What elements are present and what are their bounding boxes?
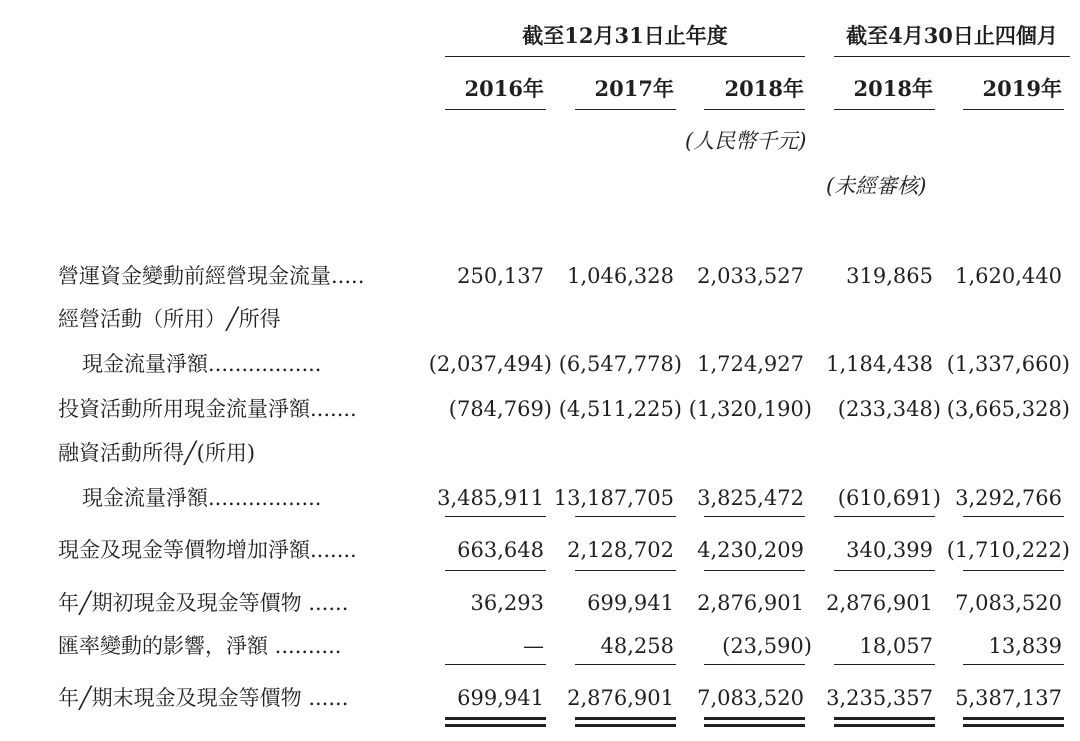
cell-value: 699,941: [457, 686, 544, 710]
row-label: 現金流量淨額.................: [82, 352, 322, 376]
total-double-rule-bottom: [963, 724, 1064, 727]
cell-value: 250,137: [457, 264, 544, 288]
row-label: 年╱期末現金及現金等價物 ......: [58, 686, 349, 710]
subtotal-rule: [575, 664, 676, 665]
cell-value: 2,876,901: [567, 686, 674, 710]
header-year-2018-period: 2018年: [853, 76, 933, 101]
cell-value: 1,184,438: [826, 352, 933, 376]
cell-value: (3,665,328): [946, 397, 1070, 421]
cell-value: 2,033,527: [697, 264, 804, 288]
cell-value: (610,691): [837, 486, 941, 510]
cell-value: 663,648: [457, 538, 544, 562]
total-double-rule-top: [575, 717, 676, 720]
subtotal-rule: [704, 664, 805, 665]
cell-value: 4,230,209: [697, 538, 804, 562]
cell-value: (233,348): [837, 397, 941, 421]
header-group-four-months: 截至4月30日止四個月: [846, 23, 1058, 48]
cell-value: —: [523, 634, 544, 658]
total-double-rule-bottom: [575, 724, 676, 727]
cell-value: 13,839: [988, 634, 1062, 658]
year-rule-3: [704, 109, 805, 110]
unit-note: (人民幣千元): [685, 129, 807, 153]
row-label: 現金流量淨額.................: [82, 486, 322, 510]
total-double-rule-bottom: [834, 724, 935, 727]
row-label: 年╱期初現金及現金等價物 ......: [58, 591, 349, 615]
cell-value: (784,769): [448, 397, 552, 421]
cell-value: 1,724,927: [697, 352, 804, 376]
total-double-rule-bottom: [704, 724, 805, 727]
total-double-rule-top: [445, 717, 546, 720]
header-year-2017: 2017年: [594, 76, 674, 101]
header-group-rule-fiscal: [445, 56, 805, 57]
header-group-rule-four-months: [834, 56, 1070, 57]
cell-value: (23,590): [722, 634, 812, 658]
header-year-2018: 2018年: [724, 76, 804, 101]
header-year-2019-period: 2019年: [982, 76, 1062, 101]
year-rule-5: [963, 109, 1064, 110]
subtotal-rule: [575, 570, 676, 571]
row-label: 經營活動（所用）╱所得: [58, 307, 281, 331]
subtotal-rule: [704, 570, 805, 571]
row-label: 營運資金變動前經營現金流量.....: [58, 264, 365, 288]
subtotal-rule: [834, 570, 935, 571]
row-label: 現金及現金等價物增加淨額.......: [58, 538, 357, 562]
cell-value: 2,876,901: [697, 591, 804, 615]
cell-value: 319,865: [846, 264, 933, 288]
cell-value: 5,387,137: [955, 686, 1062, 710]
year-rule-2: [575, 109, 676, 110]
cell-value: (1,710,222): [946, 538, 1070, 562]
subtotal-rule: [445, 570, 546, 571]
subtotal-rule: [963, 664, 1064, 665]
cell-value: 2,876,901: [826, 591, 933, 615]
cell-value: 36,293: [470, 591, 544, 615]
cell-value: 48,258: [600, 634, 674, 658]
total-double-rule-top: [704, 717, 805, 720]
cell-value: 3,292,766: [955, 486, 1062, 510]
cell-value: (1,337,660): [946, 352, 1070, 376]
subtotal-rule: [834, 664, 935, 665]
cell-value: 7,083,520: [697, 686, 804, 710]
cell-value: (6,547,778): [558, 352, 682, 376]
header-year-2016: 2016年: [464, 76, 544, 101]
cell-value: (1,320,190): [688, 397, 812, 421]
cell-value: 1,046,328: [567, 264, 674, 288]
total-double-rule-top: [963, 717, 1064, 720]
cell-value: (4,511,225): [558, 397, 682, 421]
unaudited-note: (未經審核): [826, 174, 927, 198]
cell-value: 3,235,357: [826, 686, 933, 710]
cell-value: 340,399: [846, 538, 933, 562]
cell-value: 7,083,520: [955, 591, 1062, 615]
subtotal-rule: [834, 516, 935, 517]
total-double-rule-bottom: [445, 724, 546, 727]
subtotal-rule: [575, 516, 676, 517]
header-group-fiscal-year: 截至12月31日止年度: [522, 23, 728, 48]
subtotal-rule: [445, 516, 546, 517]
row-label: 投資活動所用現金流量淨額.......: [58, 397, 357, 421]
subtotal-rule: [963, 516, 1064, 517]
total-double-rule-top: [834, 717, 935, 720]
cell-value: 1,620,440: [955, 264, 1062, 288]
year-rule-1: [445, 109, 546, 110]
year-rule-4: [834, 109, 935, 110]
row-label: 融資活動所得╱(所用): [58, 441, 256, 465]
cell-value: (2,037,494): [428, 352, 552, 376]
subtotal-rule: [445, 664, 546, 665]
cell-value: 18,057: [859, 634, 933, 658]
row-label: 匯率變動的影響，淨額 ..........: [58, 634, 342, 658]
cell-value: 699,941: [587, 591, 674, 615]
cell-value: 13,187,705: [553, 486, 674, 510]
subtotal-rule: [704, 516, 805, 517]
subtotal-rule: [963, 570, 1064, 571]
cell-value: 2,128,702: [567, 538, 674, 562]
cell-value: 3,485,911: [437, 486, 544, 510]
cell-value: 3,825,472: [697, 486, 804, 510]
